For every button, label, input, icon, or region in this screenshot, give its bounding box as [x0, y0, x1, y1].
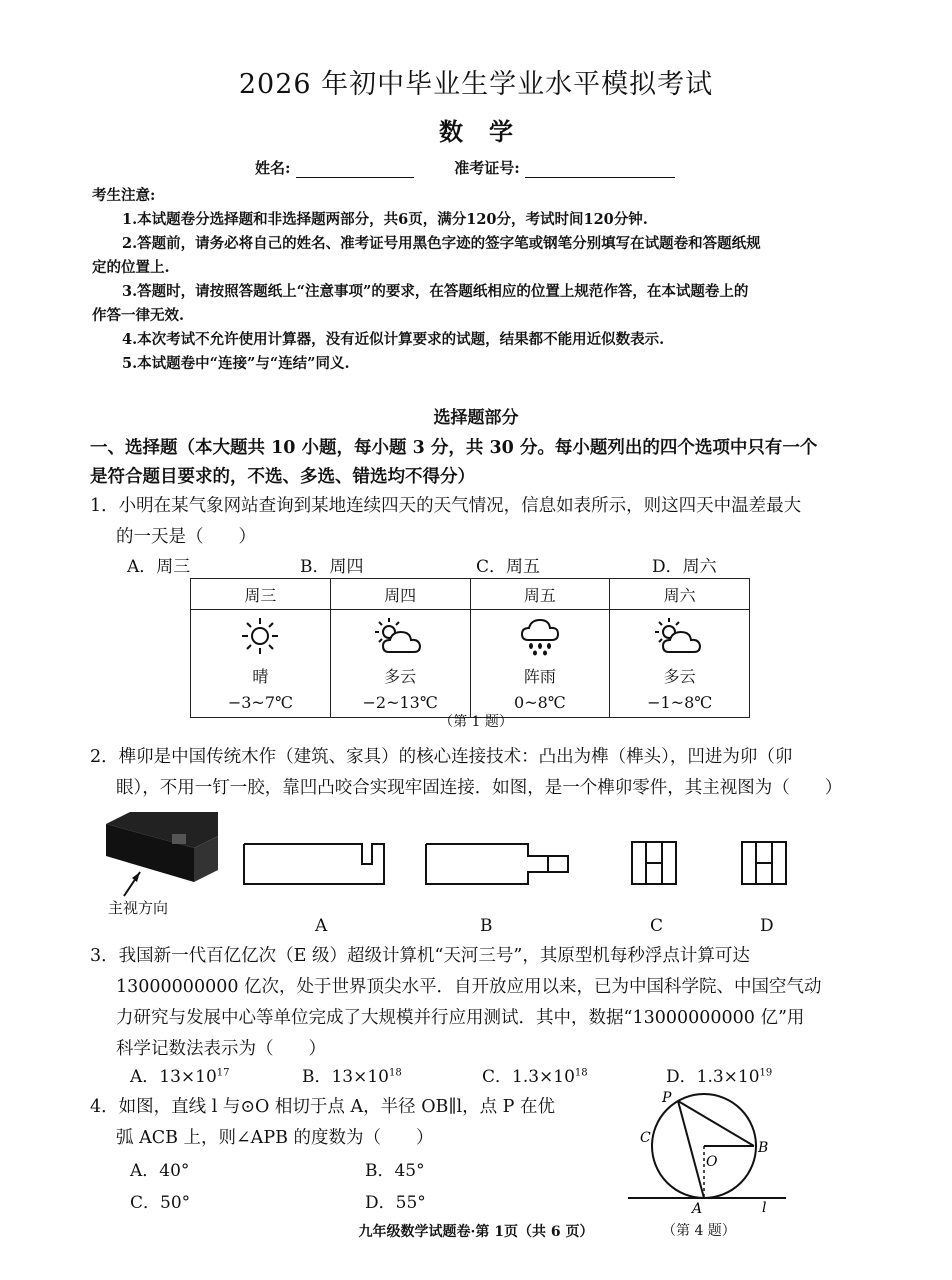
weather-desc: 多云 [663, 667, 696, 686]
circle-tangent-figure [622, 1088, 792, 1216]
section-title: 选择题部分 [433, 408, 519, 428]
label-C: C [640, 1130, 651, 1146]
weather-cell [191, 610, 331, 718]
q2-option-a[interactable]: A [315, 916, 328, 936]
note-item: 1.本试题卷分选择题和非选择题两部分，共6页，满分120分，考试时间120分钟. [122, 211, 648, 228]
q3-option-b[interactable] [302, 1062, 402, 1087]
note-item: 作答一律无效. [92, 307, 185, 324]
weather-desc: 多云 [384, 667, 417, 686]
weather-cell [470, 610, 610, 718]
question-3-line: 13000000000 亿次，处于世界顶尖水平．自开放应用以来，已为中国科学院、中国空气动 [116, 977, 822, 997]
q3-option-c[interactable] [482, 1062, 588, 1087]
part-heading-line: 一、选择题（本大题共 10 小题，每小题 3 分，共 30 分。每小题列出的四个选项中只有一个 [90, 438, 818, 458]
question-4-line: 弧 ACB 上，则∠APB 的度数为（ ） [116, 1128, 434, 1148]
partly-cloudy-icon [653, 616, 707, 656]
page-footer: 九年级数学试题卷·第 1页（共 6 页） [358, 1224, 594, 1240]
question-3-line: 3．我国新一代百亿亿次（E 级）超级计算机“天河三号”，其原型机每秒浮点计算可达 [90, 946, 750, 966]
question-4-line: 4．如图，直线 l 与⊙O 相切于点 A，半径 OB∥l，点 P 在优 [90, 1097, 555, 1117]
q2-option-d[interactable]: D [760, 916, 774, 936]
id-label: 准考证号: [454, 159, 520, 177]
question-3-line: 科学记数法表示为（ ） [116, 1039, 326, 1059]
label-B: B [758, 1140, 769, 1156]
weather-temp: −1~8℃ [647, 693, 713, 712]
question-2 [90, 742, 870, 804]
question-2-line: 2．榫卯是中国传统木作（建筑、家具）的核心连接技术：凸出为榫（榫头），凹进为卯（卯 [90, 747, 793, 767]
option-a-figure [242, 842, 392, 887]
weather-table [190, 578, 750, 718]
q3-option-a[interactable] [130, 1062, 230, 1087]
part-heading [90, 434, 870, 492]
weather-cell [610, 610, 750, 718]
weather-day: 周五 [470, 579, 610, 610]
question-3-line: 力研究与发展中心等单位完成了大规模并行应用测试．其中，数据“13000000000 亿”用 [116, 1008, 805, 1028]
subject-title: 数学 [439, 117, 539, 146]
q4-option-a[interactable]: A．40° [130, 1161, 190, 1181]
question-1-line: 的一天是（ ） [116, 527, 256, 547]
q2-option-c[interactable]: C [650, 916, 664, 936]
question-3 [90, 941, 870, 1065]
exam-title: 2026 年初中毕业生学业水平模拟考试 [238, 69, 714, 100]
option-text: A．13×10 [130, 1067, 217, 1087]
option-c-figure [630, 840, 680, 888]
label-A: A [692, 1201, 703, 1216]
option-d-figure [740, 840, 790, 888]
q2-option-b[interactable]: B [480, 916, 493, 936]
q1-caption: （第 1 题） [439, 714, 513, 730]
partly-cloudy-icon [373, 616, 427, 656]
option-text: D．1.3×10 [666, 1067, 760, 1087]
label-P: P [662, 1090, 672, 1106]
rain-icon [518, 616, 562, 656]
candidate-fields [255, 157, 675, 178]
weather-temp: −3~7℃ [227, 693, 293, 712]
weather-desc: 晴 [252, 667, 269, 686]
note-item: 4.本次考试不允许使用计算器，没有近似计算要求的试题，结果都不能用近似数表示. [122, 331, 665, 348]
label-O: O [706, 1154, 718, 1170]
option-exponent: 18 [389, 1067, 402, 1079]
notes-heading: 考生注意: [92, 187, 156, 204]
note-item: 2.答题前，请务必将自己的姓名、准考证号用黑色字迹的签字笔或钢笔分别填写在试题卷和答题纸规 [122, 235, 761, 252]
option-exponent: 18 [574, 1067, 588, 1079]
part-heading-line: 是符合题目要求的，不选、多选、错选均不得分） [90, 467, 475, 487]
q4-option-d[interactable]: D．55° [365, 1193, 426, 1213]
weather-day: 周六 [610, 579, 750, 610]
q1-option-b[interactable]: B．周四 [300, 557, 364, 577]
question-1 [90, 491, 870, 553]
q4-option-b[interactable]: B．45° [365, 1161, 425, 1181]
label-l: l [762, 1200, 767, 1216]
option-b-figure [424, 842, 574, 887]
option-text: C．1.3×10 [482, 1067, 575, 1087]
question-4 [90, 1092, 630, 1154]
q3-option-d[interactable] [666, 1062, 772, 1087]
mortise-part-figure [100, 810, 225, 900]
name-blank [296, 163, 414, 178]
weather-day: 周三 [191, 579, 331, 610]
question-1-line: 1．小明在某气象网站查询到某地连续四天的天气情况，信息如表所示，则这四天中温差最大 [90, 496, 802, 516]
q1-option-a[interactable]: A．周三 [127, 557, 191, 577]
q4-option-c[interactable]: C．50° [130, 1193, 191, 1213]
note-item: 5.本试题卷中“连接”与“连结”同义. [122, 355, 350, 372]
note-item: 3.答题时，请按照答题纸上“注意事项”的要求，在答题纸相应的位置上规范作答，在本试题卷上的 [122, 283, 749, 300]
option-exponent: 17 [216, 1067, 230, 1079]
note-item: 定的位置上. [92, 259, 170, 276]
weather-desc: 阵雨 [523, 667, 556, 686]
q1-option-d[interactable]: D．周六 [652, 557, 717, 577]
weather-cell [330, 610, 470, 718]
candidate-notes [92, 184, 862, 376]
id-blank [525, 163, 675, 178]
view-direction-label: 主视方向 [108, 899, 169, 917]
weather-day: 周四 [330, 579, 470, 610]
q4-caption: （第 4 题） [662, 1223, 736, 1239]
sun-icon [240, 616, 280, 656]
weather-temp: 0~8℃ [514, 693, 566, 712]
question-2-line: 眼），不用一钉一胶，靠凹凸咬合实现牢固连接．如图，是一个榫卯零件，其主视图为（ ） [116, 778, 843, 798]
option-text: B．13×10 [302, 1067, 390, 1087]
name-label: 姓名: [255, 159, 291, 177]
q1-option-c[interactable]: C．周五 [476, 557, 541, 577]
option-exponent: 19 [759, 1067, 773, 1079]
weather-temp: −2~13℃ [362, 693, 438, 712]
